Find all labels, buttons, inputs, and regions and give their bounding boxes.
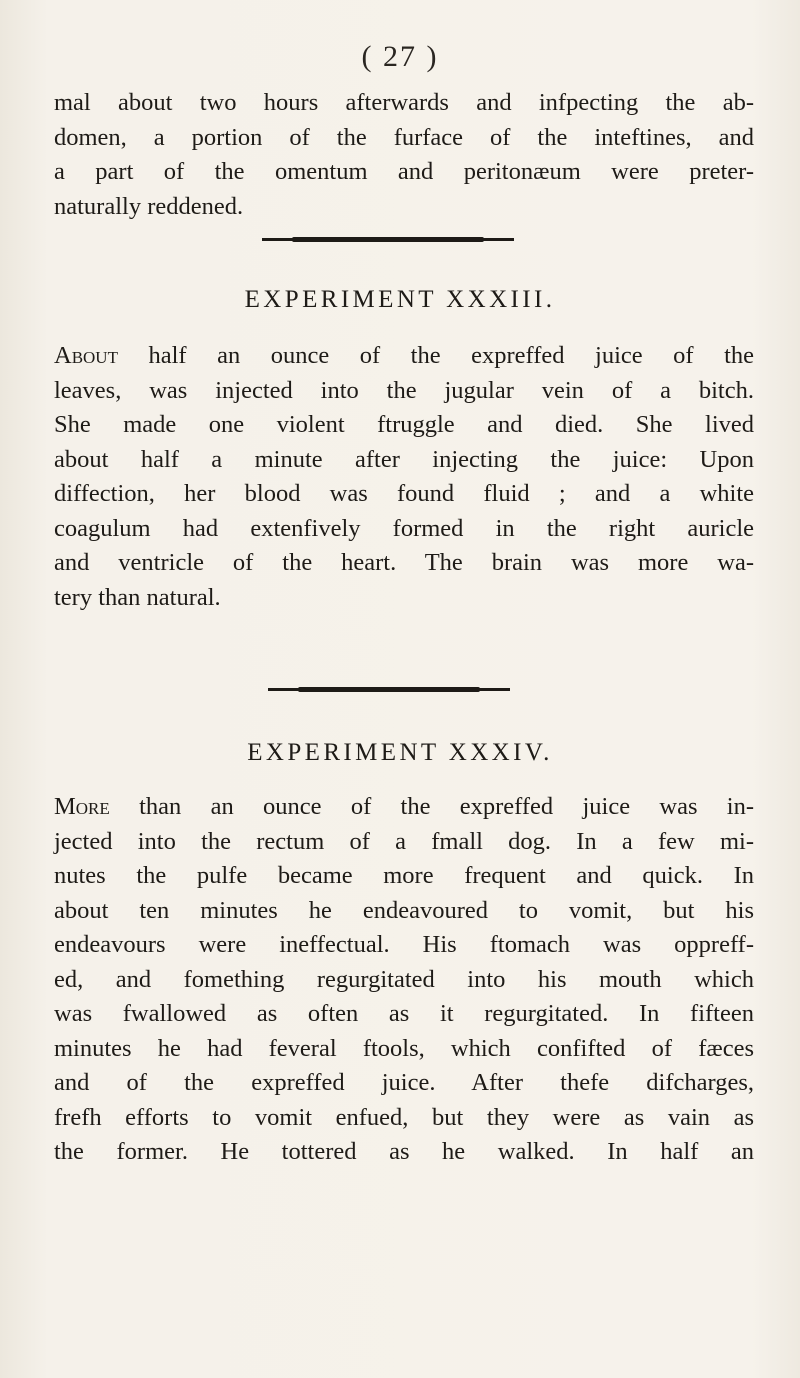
text-line: about ten minutes he endeavoured to vomit, but his — [54, 896, 754, 924]
experiment-33-heading: EXPERIMENT XXXIII. — [244, 286, 556, 313]
page-number: ( 27 ) — [361, 40, 439, 73]
text-line: She made one violent ftruggle and died. She lived — [54, 411, 754, 438]
text-line: coagulum had extenfively formed in the right auricle — [54, 514, 754, 542]
text-line: diffection, her blood was found fluid ; and a white — [54, 480, 754, 507]
experiment-34-heading: EXPERIMENT XXXIV. — [247, 739, 553, 766]
text-line: was fwallowed as often as it regurgitated. In fifteen — [54, 1000, 754, 1027]
text-line: the former. He tottered as he walked. In half an — [54, 1138, 754, 1165]
text-line: and ventricle of the heart. The brain was more wa- — [54, 549, 754, 576]
text-line: leaves, was injected into the jugular vein of a bitch. — [54, 376, 754, 404]
text-line — [54, 790, 754, 825]
text-line: nutes the pulfe became more frequent and quick. In — [54, 862, 754, 889]
experiment-34-body — [54, 790, 754, 1170]
experiment-33-body — [54, 339, 754, 615]
text-line: tery than natural. — [54, 583, 221, 611]
intro-paragraph — [54, 86, 754, 224]
section-divider-rule — [262, 238, 514, 241]
text-line: domen, a portion of the furface of the inteftines, and — [54, 123, 754, 151]
lead-word: About — [54, 342, 118, 369]
text-line: frefh efforts to vomit enfued, but they were as vain as — [54, 1103, 754, 1131]
text-line: a part of the omentum and peritonæum were preter- — [54, 158, 754, 185]
text-line: minutes he had feveral ftools, which confifted of fæces — [54, 1034, 754, 1062]
text-line: ed, and fomething regurgitated into his mouth which — [54, 965, 754, 993]
text-line: mal about two hours afterwards and infpecting the ab- — [54, 89, 754, 116]
text-line: jected into the rectum of a fmall dog. In a few mi- — [54, 827, 754, 855]
lead-word: More — [54, 793, 110, 820]
text-line-content: half an ounce of the expreffed juice of the — [148, 342, 754, 369]
text-line: about half a minute after injecting the juice: Upon — [54, 445, 754, 473]
text-line: endeavours were ineffectual. His ftomach was oppreff- — [54, 931, 754, 958]
text-line: naturally reddened. — [54, 192, 244, 220]
text-line: and of the expreffed juice. After thefe difcharges, — [54, 1069, 754, 1096]
text-line-content: than an ounce of the expreffed juice was in- — [139, 793, 755, 820]
text-line — [54, 339, 754, 374]
section-divider-rule — [268, 688, 510, 691]
